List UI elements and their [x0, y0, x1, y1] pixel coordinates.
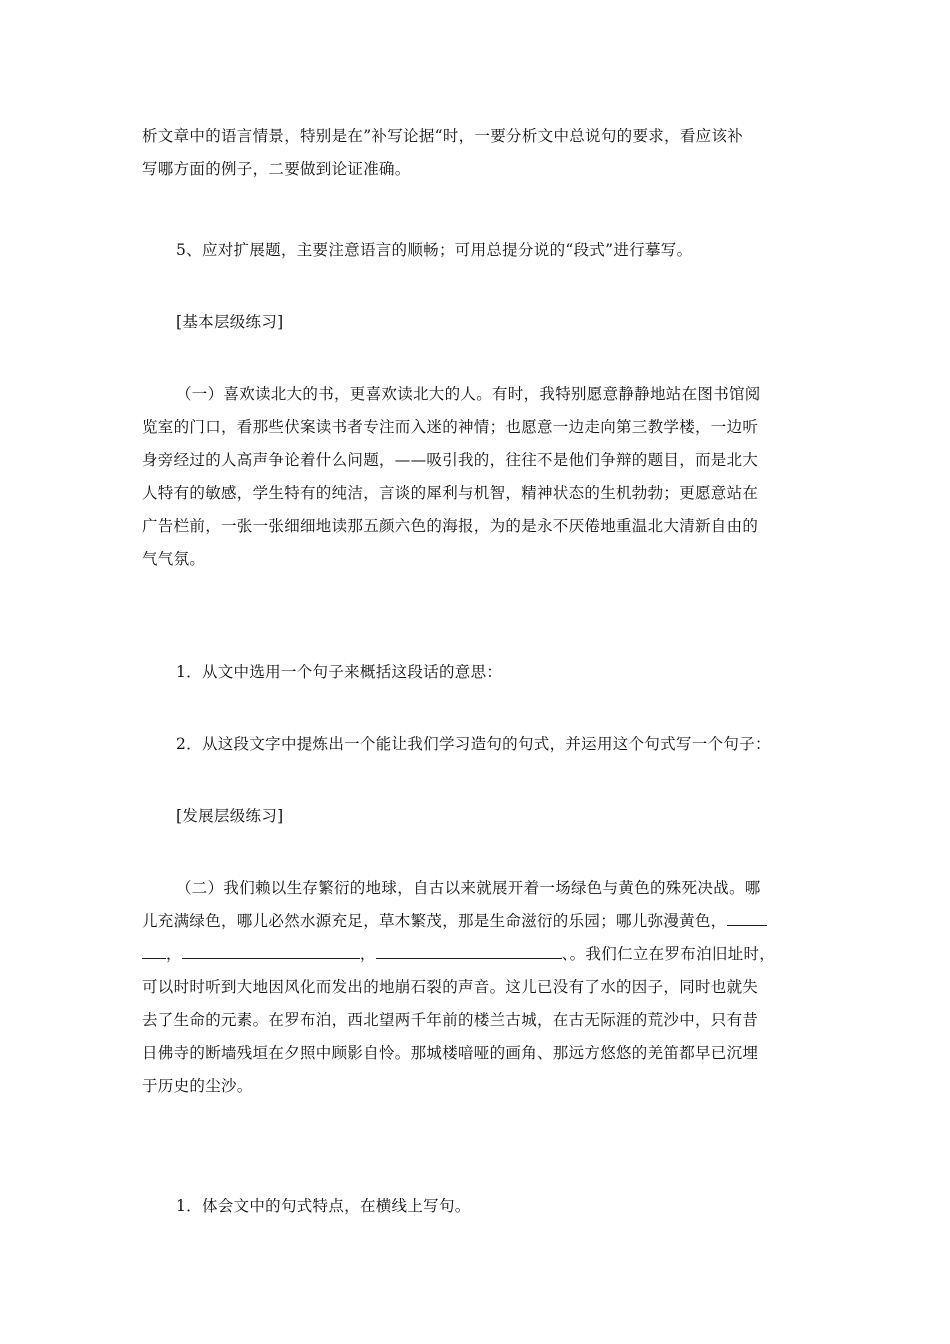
text-separator: ，: [166, 945, 182, 963]
text-segment: 儿充满绿色，哪儿必然水源充足，草木繁茂，那是生命滋衍的乐园；哪儿弥漫黄色，: [142, 912, 727, 930]
question-2-1: [142, 1190, 808, 1223]
fill-blank-line[interactable]: [727, 911, 767, 926]
fill-blank-line[interactable]: [182, 944, 360, 959]
text-line: 写哪方面的例子，二要做到论证准确。: [142, 160, 411, 178]
text-line: 气气氛。: [142, 550, 206, 568]
text-line: 5、应对扩展题，主要注意语言的顺畅；可用总提分说的“段式”进行摹写。: [176, 241, 693, 259]
text-segment: 、。我们仁立在罗布泊旧址时，: [561, 945, 776, 963]
section-heading: [发展层级练习]: [176, 807, 284, 825]
text-line: （一）喜欢读北大的书，更喜欢读北大的人。有时，我特别愿意静静地站在图书馆阅: [176, 385, 761, 403]
paragraph-method-note: [142, 120, 808, 186]
text-line: 可以时时听到大地因风化而发出的地崩石裂的声音。这儿已没有了水的因子，同时也就失: [142, 978, 759, 996]
question-1-2: [142, 728, 808, 761]
heading-basic-practice: [142, 306, 808, 339]
text-line: 日佛寺的断墙残垣在夕照中顾影自怜。那城楼喑哑的画角、那远方悠悠的羌笛都早已沉埋: [142, 1044, 759, 1062]
passage-two: [142, 872, 808, 1103]
text-line: 览室的门口，看那些伏案读书者专注而入迷的神情；也愿意一边走向第三教学楼，一边听: [142, 418, 759, 436]
text-line: [142, 905, 808, 938]
text-separator: ，: [359, 945, 376, 963]
section-heading: [基本层级练习]: [176, 313, 284, 331]
text-line: 广告栏前，一张一张细细地读那五颜六色的海报，为的是永不厌倦地重温北大清新自由的: [142, 517, 759, 535]
text-line: 人特有的敏感，学生特有的纯洁，言谈的犀利与机智，精神状态的生机勃勃；更愿意站在: [142, 484, 759, 502]
text-line: 于历史的尘沙。: [142, 1077, 253, 1095]
text-line: 析文章中的语言情景，特别是在”补写论据“时，一要分析文中总说句的要求，看应该补: [142, 127, 744, 145]
text-line: （二）我们赖以生存繁衍的地球，自古以来就展开着一场绿色与黄色的殊死决战。哪: [176, 879, 761, 897]
fill-blank-line[interactable]: [142, 944, 166, 959]
paragraph-point-5: [142, 234, 808, 267]
question-text: 1．体会文中的句式特点，在横线上写句。: [176, 1197, 471, 1215]
passage-one: [142, 378, 808, 576]
text-line: [142, 938, 808, 971]
fill-blank-line[interactable]: [376, 944, 562, 959]
text-line: 身旁经过的人高声争论着什么问题，——吸引我的，往往不是他们争辩的题目，而是北大: [142, 451, 759, 469]
question-1-1: [142, 656, 808, 689]
question-text: 1．从文中选用一个句子来概括这段话的意思：: [176, 663, 503, 681]
question-text: 2．从这段文字中提炼出一个能让我们学习造句的句式，并运用这个句式写一个句子：: [176, 735, 771, 753]
heading-develop-practice: [142, 800, 808, 833]
text-line: 去了生命的元素。在罗布泊，西北望两千年前的楼兰古城，在古无际涯的荒沙中，只有昔: [142, 1011, 759, 1029]
